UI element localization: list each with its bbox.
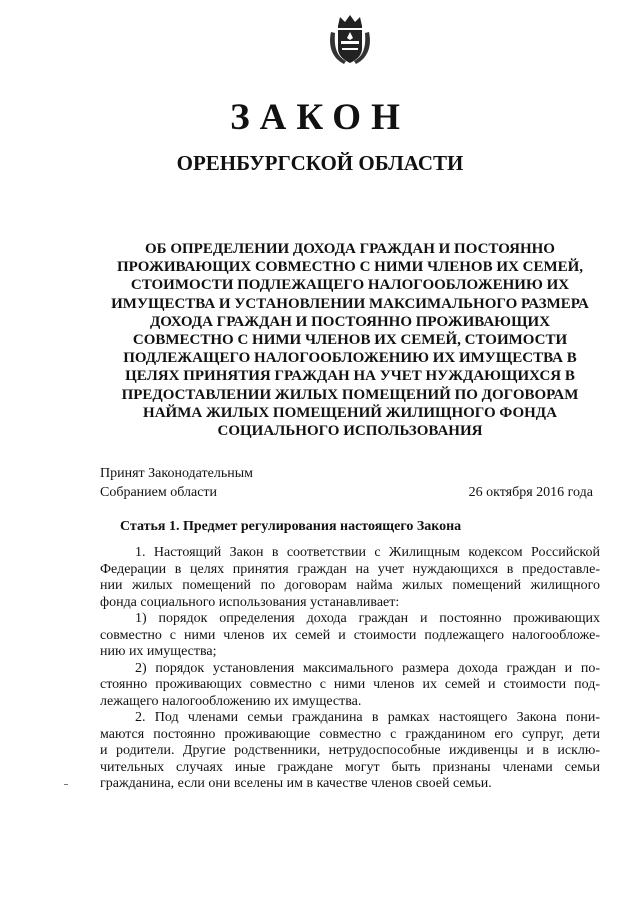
adoption-line: Собранием области	[100, 484, 218, 500]
paragraph	[100, 611, 600, 661]
text-line: нию их имущества;	[100, 644, 217, 659]
adoption-line: Принят Законодательным	[100, 466, 253, 481]
heading-line: СОВМЕСТНО С НИМИ ЧЛЕНОВ ИХ СЕМЕЙ, СТОИМОСТИ	[132, 332, 568, 349]
text-line: совместно с ними членов их семей и стоимости подлежащего налогообложе-	[100, 627, 600, 643]
text-line: маются постоянно проживающие совместно с гражданином его супруг, дети	[100, 726, 600, 742]
text-line: Федерации в целях принятия граждан на учет нуждающихся в предоставле-	[100, 561, 600, 577]
margin-mark	[64, 784, 68, 785]
article-body	[100, 545, 600, 793]
heading-line: НАЙМА ЖИЛЫХ ПОМЕЩЕНИЙ ЖИЛИЩНОГО ФОНДА	[143, 404, 557, 421]
text-line: лежащего налогообложению их имущества.	[100, 693, 362, 709]
heading-line: ПОДЛЕЖАЩЕГО НАЛОГООБЛОЖЕНИЮ ИХ ИМУЩЕСТВА В	[123, 350, 577, 367]
heading-line: ИМУЩЕСТВА И УСТАНОВЛЕНИИ МАКСИМАЛЬНОГО РАЗМЕРА	[111, 295, 589, 312]
heading-line: СОЦИАЛЬНОГО ИСПОЛЬЗОВАНИЯ	[217, 423, 483, 440]
orenburg-coat-of-arms-icon	[328, 12, 372, 68]
text-line: гражданина, если они вселены им в качестве членов своей семьи.	[100, 776, 492, 791]
text-line: чительных случаях иные граждане могут быть признаны членами семьи	[100, 759, 600, 775]
heading-line: ПРОЖИВАЮЩИХ СОВМЕСТНО С НИМИ ЧЛЕНОВ ИХ СЕМЕЙ,	[116, 259, 584, 276]
paragraph	[100, 545, 600, 611]
paragraph	[100, 661, 600, 711]
region-name: ОРЕНБУРГСКОЙ ОБЛАСТИ	[176, 151, 464, 175]
text-line: 1) порядок определения дохода граждан и постоянно проживающих	[135, 611, 600, 626]
heading-line: СТОИМОСТИ ПОДЛЕЖАЩЕГО НАЛОГООБЛОЖЕНИЮ ИХ	[130, 277, 570, 294]
heading-line: ДОХОДА ГРАЖДАН И ПОСТОЯННО ПРОЖИВАЮЩИХ	[149, 313, 551, 330]
text-line: нии жилых помещений по договорам найма жилых помещений жилищного	[100, 578, 600, 593]
text-line: фонда социального использования устанавливает:	[100, 594, 400, 610]
text-line: и родители. Другие родственники, нетрудоспособные иждивенцы и в исклю-	[100, 743, 600, 758]
heading-line: ЦЕЛЯХ ПРИНЯТИЯ ГРАЖДАН НА УЧЕТ НУЖДАЮЩИХСЯ В	[125, 368, 575, 385]
law-heading	[70, 240, 630, 440]
text-line: стоянно проживающих совместно с ними членов их семей и стоимости под-	[100, 677, 600, 692]
text-line: 2. Под членами семьи гражданина в рамках настоящего Закона пони-	[135, 710, 600, 725]
law-title: ЗАКОН	[230, 97, 410, 138]
article-title: Статья 1. Предмет регулирования настоящего Закона	[120, 519, 462, 534]
text-line: 2) порядок установления максимального размера дохода граждан и по-	[135, 660, 600, 676]
heading-line: ОБ ОПРЕДЕЛЕНИИ ДОХОДА ГРАЖДАН И ПОСТОЯННО	[145, 241, 555, 257]
paragraph	[100, 710, 600, 793]
heading-line: ПРЕДОСТАВЛЕНИИ ЖИЛЫХ ПОМЕЩЕНИЙ ПО ДОГОВОРАМ	[121, 386, 579, 403]
adoption-date: 26 октября 2016 года	[468, 484, 593, 500]
text-line: 1. Настоящий Закон в соответствии с Жилищным кодексом Российской	[135, 545, 600, 560]
adoption-note	[100, 465, 253, 502]
